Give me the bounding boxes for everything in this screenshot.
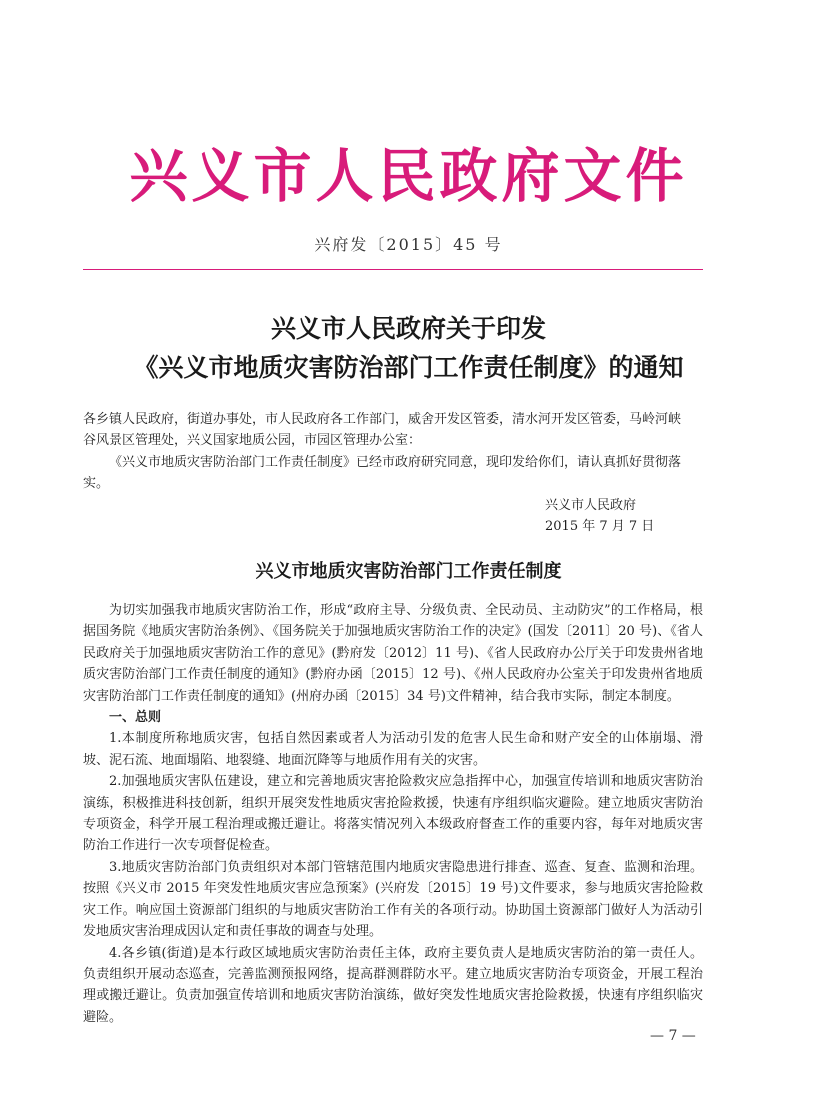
notice-title-line-2: 《兴义市地质灾害防治部门工作责任制度》的通知 xyxy=(133,353,684,382)
signer: 兴义市人民政府 xyxy=(545,498,637,513)
regulation-body xyxy=(83,600,703,1028)
document-number: 兴府发〔2015〕45 号 xyxy=(314,235,503,254)
regulation-item-2: 2.加强地质灾害队伍建设，建立和完善地质灾害抢险救灾应急指挥中心，加强宣传培训和地质灾害防治演练，积极推进科技创新，组织开展突发性地质灾害抢险救援，快速有序组织临灾避险。建立地质灾害防治专项资金，科学开展工程治理或搬迁避让。将落实情况列入本级政府督查工作的重要内容，每年对地质灾害防治工作进行一次专项督促检查。 xyxy=(83,774,703,854)
regulation-item-1: 1.本制度所称地质灾害，包括自然因素或者人为活动引发的危害人民生命和财产安全的山体崩塌、滑坡、泥石流、地面塌陷、地裂缝、地面沉降等与地质作用有关的灾害。 xyxy=(83,731,703,768)
notice-paragraph-line-1: 《兴义市地质灾害防治部门工作责任制度》已经市政府研究同意，现印发给你们，请认真抓好贯彻落 xyxy=(109,454,682,470)
regulation-intro: 为切实加强我市地质灾害防治工作，形成“政府主导、分级负责、全民动员、主动防灾”的工作格局，根据国务院《地质灾害防治条例》、《国务院关于加强地质灾害防治工作的决定》(国发〔2011〕20 号)、《省人民政府关于加强地质灾害防治工作的意见》(黔府发〔2012〕11 号)、《省人民政府办公厅关于印发贵州省地质灾害防治部门工作责任制度的通知》(黔府办函〔2015〕12 号)、《州人民政府办公室关于印发贵州省地质灾害防治部门工作责任制度的通知》(州府办函〔2015〕34 号)文件精神，结合我市实际，制定本制度。 xyxy=(83,603,703,704)
recipients-line-2: 谷风景区管理处，兴义国家地质公园，市园区管理办公室： xyxy=(83,433,422,449)
notice-paragraph-line-2: 实。 xyxy=(83,476,110,492)
section-heading: 一、总则 xyxy=(109,710,162,726)
header-divider xyxy=(83,269,703,270)
recipients-line-1: 各乡镇人民政府，街道办事处，市人民政府各工作部门，威舍开发区管委，清水河开发区管委，马岭河峡 xyxy=(83,412,682,427)
regulation-item-4: 4.各乡镇(街道)是本行政区域地质灾害防治责任主体，政府主要负责人是地质灾害防治的第一责任人。负责组织开展动态巡查，完善监测预报网络，提高群测群防水平。建立地质灾害防治专项资金，开展工程治理或搬迁避让。负责加强宣传培训和地质灾害防治演练，做好突发性地质灾害抢险救援，快速有序组织临灾避险。 xyxy=(83,945,703,1025)
regulation-title: 兴义市地质灾害防治部门工作责任制度 xyxy=(255,561,562,582)
masthead-title: 兴义市人民政府文件 xyxy=(129,142,688,210)
signing-date: 2015 年 7 月 7 日 xyxy=(545,519,655,534)
notice-title-line-1: 兴义市人民政府关于印发 xyxy=(270,314,546,343)
notice-body xyxy=(83,409,703,495)
page-number: — 7 — xyxy=(650,1028,696,1044)
regulation-item-3: 3.地质灾害防治部门负责组织对本部门管辖范围内地质灾害隐患进行排查、巡查、复查、监测和治理。按照《兴义市 2015 年突发性地质灾害应急预案》(兴府发〔2015〕19 号)文件要求，参与地质灾害抢险救灾工作。响应国土资源部门组织的与地质灾害防治工作有关的各项行动。协助国土资源部门做好人为活动引发地质灾害治理成因认定和责任事故的调查与处理。 xyxy=(83,859,703,940)
